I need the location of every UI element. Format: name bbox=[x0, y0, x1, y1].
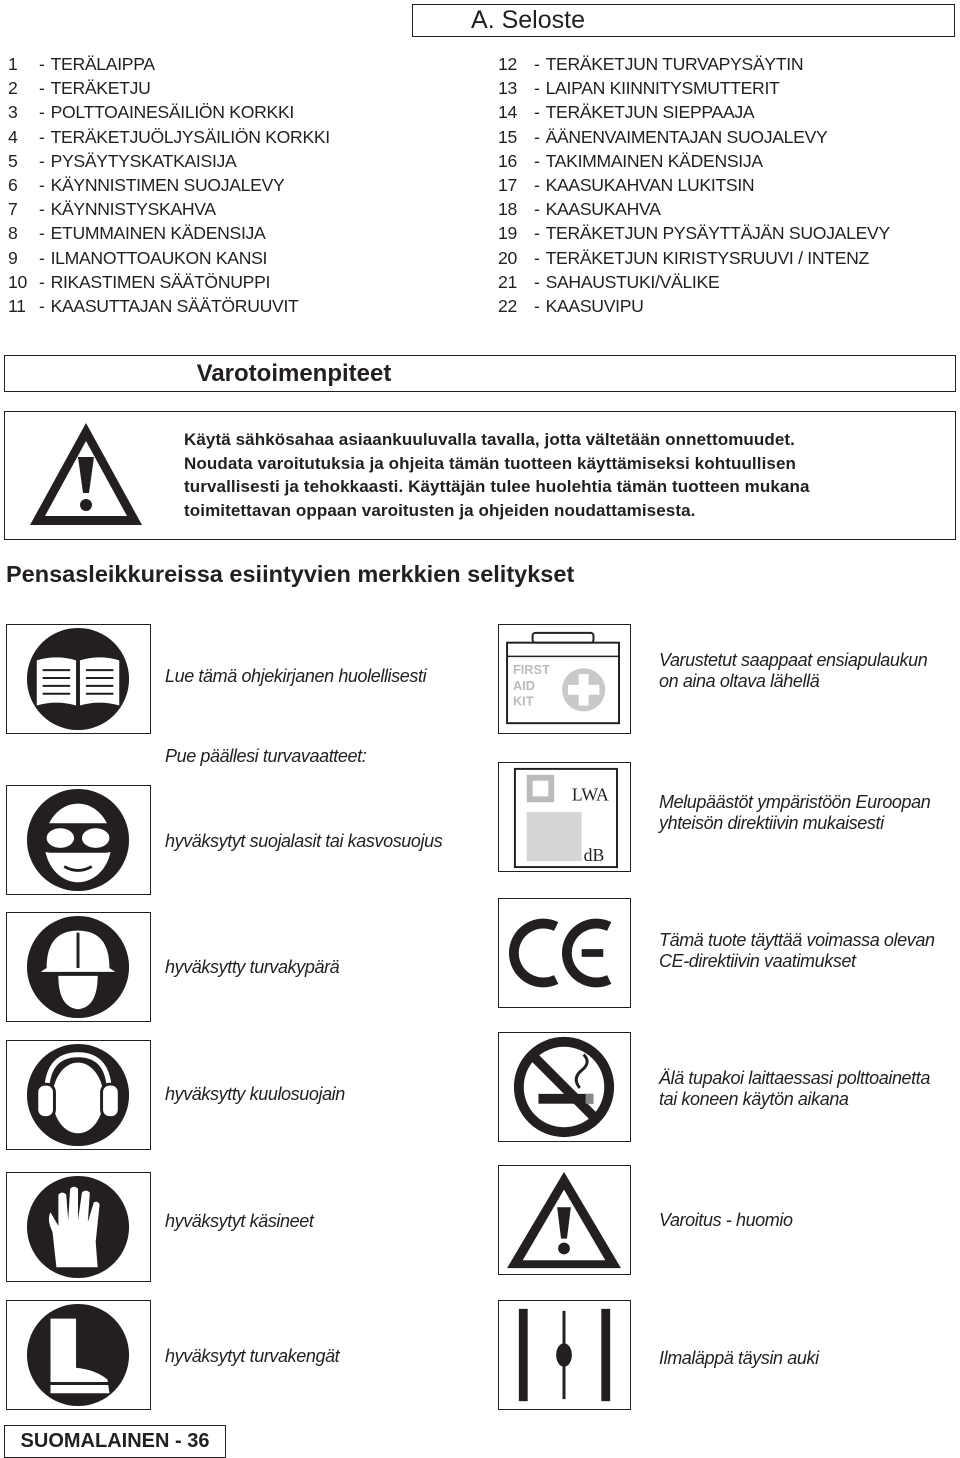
warning-heading: Varotoimenpiteet bbox=[196, 360, 392, 387]
list-item: 10 - RIKASTIMEN SÄÄTÖNUPPI bbox=[8, 271, 271, 292]
read-manual-caption: Lue tämä ohjekirjanen huolellisesti bbox=[165, 666, 427, 686]
ear-protection-icon bbox=[6, 1040, 151, 1150]
list-item: 6 - KÄYNNISTIMEN SUOJALEVY bbox=[8, 174, 285, 195]
warning-text: Käytä sähkösahaa asiaankuuluvalla tavalla, jotta vältetään onnettomuudet. Noudata varoitutuksia ja ohjeita tämän tuotteen käyttämiseksi kohtuullisen turvallisesti ja tehokkaasti. Käyttäjän tulee huolehtia tämän tuotteen mukana toimitettavan oppaan varoitusten ja ohjeiden noudattamisesta. bbox=[184, 430, 810, 520]
list-item: 8 - ETUMMAINEN KÄDENSIJA bbox=[8, 223, 266, 244]
list-item: 9 - ILMANOTTOAUKON KANSI bbox=[8, 247, 268, 268]
boots-icon bbox=[6, 1300, 151, 1410]
page-title: A. Seloste bbox=[471, 6, 585, 34]
ce-mark-icon bbox=[498, 898, 631, 1008]
ear-protection-caption: hyväksytty kuulosuojain bbox=[165, 1084, 345, 1104]
list-item: 18 - KAASUKAHVA bbox=[498, 199, 661, 220]
first-aid-kit-icon bbox=[498, 624, 631, 734]
book-icon bbox=[6, 624, 151, 734]
no-smoking-caption: Älä tupakoi laittaessasi polttoainetta tai koneen käytön aikana bbox=[659, 1068, 930, 1109]
list-item: 13 - LAIPAN KIINNITYSMUTTERIT bbox=[498, 78, 780, 99]
noise-lwa-text: LWA bbox=[571, 784, 609, 805]
first-aid-text: KIT bbox=[512, 693, 534, 709]
list-item: 12 - TERÄKETJUN TURVAPYSÄYTIN bbox=[498, 54, 804, 74]
list-item: 21 - SAHAUSTUKI/VÄLIKE bbox=[498, 271, 720, 292]
noise-caption: Melupäästöt ympäristöön Euroopan yhteisön direktiivin mukaisesti bbox=[659, 792, 931, 833]
no-smoking-icon bbox=[498, 1032, 631, 1142]
gloves-caption: hyväksytyt käsineet bbox=[165, 1211, 314, 1231]
first-aid-text: FIRST bbox=[512, 662, 550, 678]
protective-gear-intro: Pue päällesi turvavaatteet: bbox=[165, 746, 367, 766]
caution-caption: Varoitus - huomio bbox=[659, 1210, 793, 1230]
first-aid-text: AID bbox=[512, 677, 535, 693]
list-item: 19 - TERÄKETJUN PYSÄYTTÄJÄN SUOJALEVY bbox=[498, 223, 890, 244]
list-item: 3 - POLTTOAINESÄILIÖN KORKKI bbox=[8, 102, 294, 123]
air-valve-caption: Ilmaläppä täysin auki bbox=[659, 1348, 819, 1368]
boots-caption: hyväksytyt turvakengät bbox=[165, 1346, 340, 1366]
helmet-caption: hyväksytty turvakypärä bbox=[165, 957, 340, 977]
air-valve-icon bbox=[498, 1300, 631, 1410]
list-item: 20 - TERÄKETJUN KIRISTYSRUUVI / INTENZ bbox=[498, 247, 869, 268]
list-item: 16 - TAKIMMAINEN KÄDENSIJA bbox=[498, 150, 763, 171]
goggles-icon bbox=[6, 785, 151, 895]
symbols-section-title: Pensasleikkureissa esiintyvien merkkien selitykset bbox=[6, 561, 575, 587]
list-item: 4 - TERÄKETJUÖLJYSÄILIÖN KORKKI bbox=[8, 126, 330, 147]
helmet-icon bbox=[6, 912, 151, 1022]
list-item: 5 - PYSÄYTYSKATKAISIJA bbox=[8, 150, 237, 171]
warning-triangle-icon bbox=[24, 417, 148, 533]
list-item: 15 - ÄÄNENVAIMENTAJAN SUOJALEVY bbox=[498, 126, 828, 147]
ce-caption: Tämä tuote täyttää voimassa olevan CE-direktiivin vaatimukset bbox=[659, 930, 935, 971]
list-item: 1 - TERÄLAIPPA bbox=[8, 54, 155, 74]
list-item: 7 - KÄYNNISTYSKAHVA bbox=[8, 199, 216, 220]
list-item: 22 - KAASUVIPU bbox=[498, 295, 644, 316]
page-number-label: SUOMALAINEN - 36 bbox=[20, 1430, 210, 1452]
gloves-icon bbox=[6, 1172, 151, 1282]
goggles-caption: hyväksytyt suojalasit tai kasvosuojus bbox=[165, 831, 443, 851]
list-item: 2 - TERÄKETJU bbox=[8, 78, 151, 99]
noise-label-icon bbox=[498, 762, 631, 872]
list-item: 17 - KAASUKAHVAN LUKITSIN bbox=[498, 174, 755, 195]
parts-list-left bbox=[8, 52, 408, 318]
list-item: 11 - KAASUTTAJAN SÄÄTÖRUUVIT bbox=[8, 295, 299, 316]
list-item: 14 - TERÄKETJUN SIEPPAAJA bbox=[498, 102, 755, 123]
parts-list-right bbox=[498, 52, 938, 318]
caution-triangle-icon bbox=[498, 1165, 631, 1275]
noise-db-text: dB bbox=[583, 845, 605, 866]
first-aid-caption: Varustetut saappaat ensiapulaukun on aina oltava lähellä bbox=[659, 650, 928, 691]
